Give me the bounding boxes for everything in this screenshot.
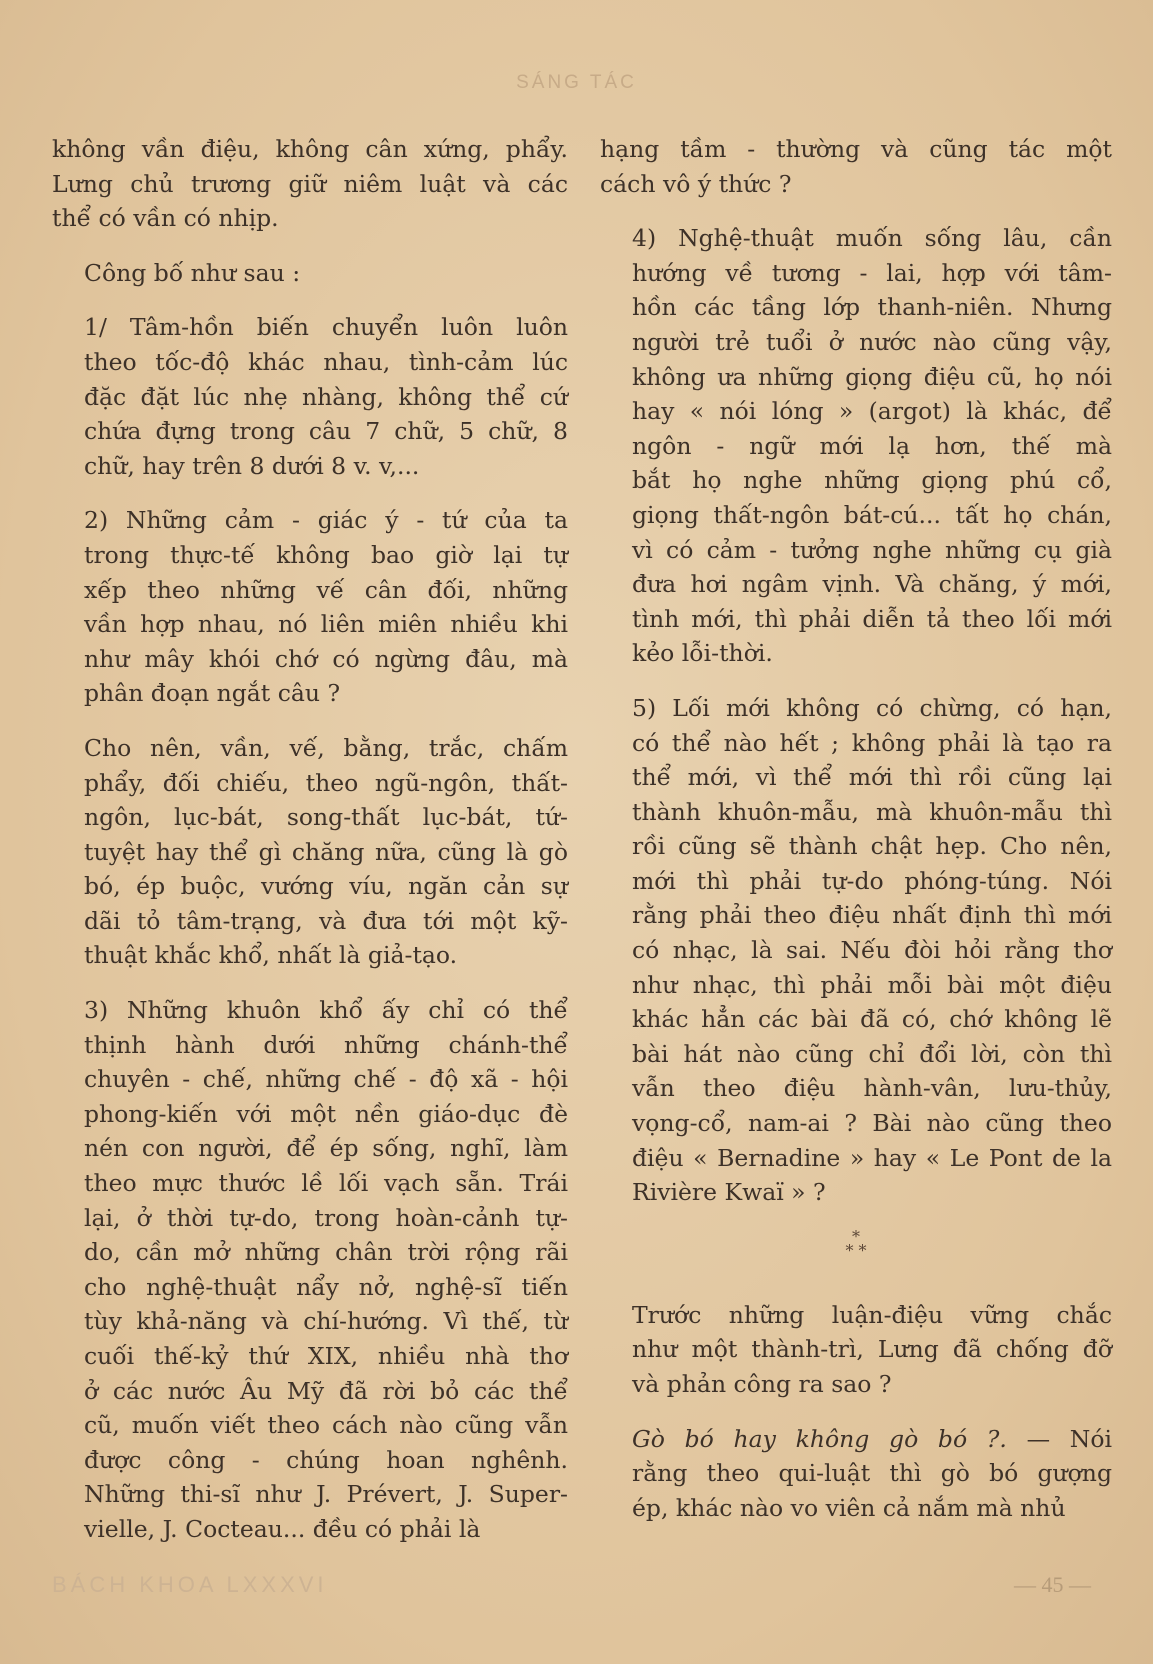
text-line: ngôn - ngữ mới lạ hơn, thế mà bbox=[632, 431, 1112, 460]
text-line: cho nghệ-thuật nẩy nở, nghệ-sĩ tiến bbox=[84, 1272, 568, 1301]
text-line: hạng tầm - thường và cũng tác một bbox=[600, 135, 1112, 163]
paragraph bbox=[600, 691, 1112, 1210]
right-column bbox=[600, 132, 1112, 1525]
text-line: bài hát nào cũng chỉ đổi lời, còn thì bbox=[632, 1039, 1112, 1068]
separator-stars: * * bbox=[845, 1240, 867, 1260]
text-line: Những thi-sĩ như J. Prévert, J. Super- bbox=[84, 1480, 568, 1509]
text-line: thành khuôn-mẫu, mà khuôn-mẫu thì bbox=[632, 797, 1112, 826]
text-line: 3) Những khuôn khổ ấy chỉ có thể bbox=[84, 996, 568, 1025]
text-line: rồi cũng sẽ thành chật hẹp. Cho nên, bbox=[632, 832, 1112, 861]
paragraph bbox=[600, 1298, 1112, 1402]
text-line: theo tốc-độ khác nhau, tình-cảm lúc bbox=[84, 347, 568, 376]
running-header: SÁNG TÁC bbox=[516, 72, 637, 93]
text-line: người trẻ tuổi ở nước nào cũng vậy, bbox=[632, 327, 1112, 356]
text-line: giọng thất-ngôn bát-cú... tất họ chán, bbox=[632, 500, 1112, 529]
text-line: cách vô ý thức ? bbox=[600, 169, 792, 198]
text-line: xếp theo những vế cân đối, những bbox=[84, 575, 568, 604]
text-line: Rivière Kwaï » ? bbox=[632, 1178, 826, 1207]
paragraph bbox=[52, 310, 568, 483]
text-line: hướng về tương - lai, hợp với tâm- bbox=[632, 258, 1112, 287]
text-line bbox=[600, 1422, 1112, 1457]
paragraph bbox=[52, 993, 568, 1547]
text-line: như một thành-trì, Lưng đã chống đỡ bbox=[632, 1335, 1112, 1364]
text-line: không vần điệu, không cân xứng, phẩy. bbox=[52, 135, 568, 163]
text-line: bắt họ nghe những giọng phú cổ, bbox=[632, 466, 1112, 495]
text-line: mới thì phải tự-do phóng-túng. Nói bbox=[632, 866, 1112, 895]
text-line: 1/ Tâm-hồn biến chuyển luôn luôn bbox=[84, 313, 568, 342]
text-line: đưa hơi ngâm vịnh. Và chăng, ý mới, bbox=[632, 570, 1112, 599]
text-line: có thể nào hết ; không phải là tạo ra bbox=[632, 728, 1112, 757]
left-column bbox=[52, 132, 568, 1567]
paragraph bbox=[600, 221, 1112, 671]
text-line: 5) Lối mới không có chừng, có hạn, bbox=[632, 693, 1112, 722]
text-line: và phản công ra sao ? bbox=[632, 1370, 892, 1398]
text-line: chứa đựng trong câu 7 chữ, 5 chữ, 8 bbox=[84, 417, 568, 446]
section-separator bbox=[600, 1226, 1112, 1260]
text-line: chữ, hay trên 8 dưới 8 v. v,... bbox=[84, 451, 420, 480]
text-line: như nhạc, thì phải mỗi bài một điệu bbox=[632, 970, 1112, 999]
text-line: Cho nên, vần, vế, bằng, trắc, chấm bbox=[84, 733, 568, 762]
text-line: đặc đặt lúc nhẹ nhàng, không thể cứ bbox=[84, 382, 568, 411]
text-line: không ưa những giọng điệu cũ, họ nói bbox=[632, 362, 1112, 391]
text-line: lại, ở thời tự-do, trong hoàn-cảnh tự- bbox=[84, 1203, 568, 1232]
text-line: Công bố như sau : bbox=[84, 258, 301, 287]
text-line: hồn các tầng lớp thanh-niên. Nhưng bbox=[632, 293, 1112, 322]
text-line: điệu « Bernadine » hay « Le Pont de la bbox=[632, 1143, 1112, 1172]
text-line: trong thực-tế không bao giờ lại tự bbox=[84, 540, 568, 569]
text-line: nén con người, để ép sống, nghĩ, làm bbox=[84, 1134, 568, 1163]
paragraph bbox=[52, 132, 568, 236]
text-line: tùy khả-năng và chí-hướng. Vì thế, từ bbox=[84, 1307, 568, 1336]
text-line: rằng phải theo điệu nhất định thì mới bbox=[632, 901, 1112, 930]
paragraph-final bbox=[600, 1422, 1112, 1526]
text-line: 2) Những cảm - giác ý - tứ của ta bbox=[84, 506, 568, 535]
paragraph bbox=[52, 731, 568, 973]
text-line: thể mới, vì thể mới thì rồi cũng lại bbox=[632, 763, 1112, 792]
text-line: ở các nước Âu Mỹ đã rời bỏ các thể bbox=[84, 1376, 568, 1405]
page-number: — 45 — bbox=[1014, 1572, 1091, 1597]
text-line: có nhạc, là sai. Nếu đòi hỏi rằng thơ bbox=[632, 936, 1112, 965]
paragraph bbox=[52, 256, 568, 291]
text-fragment: — Nói bbox=[1006, 1424, 1112, 1453]
text-line: hay « nói lóng » (argot) là khác, để bbox=[632, 397, 1112, 426]
text-line: tình mới, thì phải diễn tả theo lối mới bbox=[632, 604, 1112, 633]
text-line: chuyên - chế, những chế - độ xã - hội bbox=[84, 1065, 568, 1094]
paragraph bbox=[52, 503, 568, 711]
text-line: do, cần mở những chân trời rộng rãi bbox=[84, 1238, 568, 1267]
separator-star: * bbox=[852, 1226, 860, 1246]
text-line: dãi tỏ tâm-trạng, và đưa tới một kỹ- bbox=[84, 906, 568, 935]
text-line: ngôn, lục-bát, song-thất lục-bát, tứ- bbox=[84, 803, 568, 832]
text-line: cuối thế-kỷ thứ XIX, nhiều nhà thơ bbox=[84, 1342, 568, 1370]
text-line: ép, khác nào vo viên cả nắm mà nhủ bbox=[632, 1493, 1066, 1522]
text-line: 4) Nghệ-thuật muốn sống lâu, cần bbox=[632, 224, 1112, 253]
text-line: bó, ép buộc, vướng víu, ngăn cản sự bbox=[84, 872, 568, 901]
text-line: khác hẳn các bài đã có, chớ không lẽ bbox=[632, 1005, 1112, 1034]
text-line: được công - chúng hoan nghênh. bbox=[84, 1445, 568, 1474]
text-line: rằng theo qui-luật thì gò bó gượng bbox=[632, 1459, 1112, 1488]
text-line: thịnh hành dưới những chánh-thể bbox=[84, 1030, 568, 1059]
text-line: vọng-cổ, nam-ai ? Bài nào cũng theo bbox=[632, 1109, 1112, 1138]
text-line: phẩy, đối chiếu, theo ngũ-ngôn, thất- bbox=[84, 768, 568, 797]
text-line: cũ, muốn viết theo cách nào cũng vẫn bbox=[84, 1411, 568, 1440]
text-line: Lưng chủ trương giữ niêm luật và các bbox=[52, 169, 568, 198]
text-line: phân đoạn ngắt câu ? bbox=[84, 679, 341, 708]
text-line: thuật khắc khổ, nhất là giả-tạo. bbox=[84, 941, 458, 970]
italic-heading: Gò bó hay không gò bó ?. bbox=[632, 1424, 1007, 1453]
text-line: vì có cảm - tưởng nghe những cụ già bbox=[632, 535, 1112, 564]
text-line: phong-kiến với một nền giáo-dục đè bbox=[84, 1099, 568, 1128]
text-line: vần hợp nhau, nó liên miên nhiều khi bbox=[84, 610, 568, 639]
text-line: vẫn theo điệu hành-vân, lưu-thủy, bbox=[632, 1074, 1112, 1103]
text-line: theo mực thước lề lối vạch sẵn. Trái bbox=[84, 1169, 568, 1198]
text-line: vielle, J. Cocteau... đều có phải là bbox=[84, 1514, 481, 1543]
text-line: kẻo lỗi-thời. bbox=[632, 639, 773, 668]
paragraph bbox=[600, 132, 1112, 201]
publication-footer: BÁCH KHOA LXXXVI bbox=[52, 1572, 328, 1597]
text-line: thể có vần có nhịp. bbox=[52, 204, 279, 233]
text-line: tuyệt hay thể gì chăng nữa, cũng là gò bbox=[84, 837, 568, 866]
text-line: Trước những luận-điệu vững chắc bbox=[632, 1300, 1112, 1329]
text-line: như mây khói chớ có ngừng đâu, mà bbox=[84, 644, 568, 673]
